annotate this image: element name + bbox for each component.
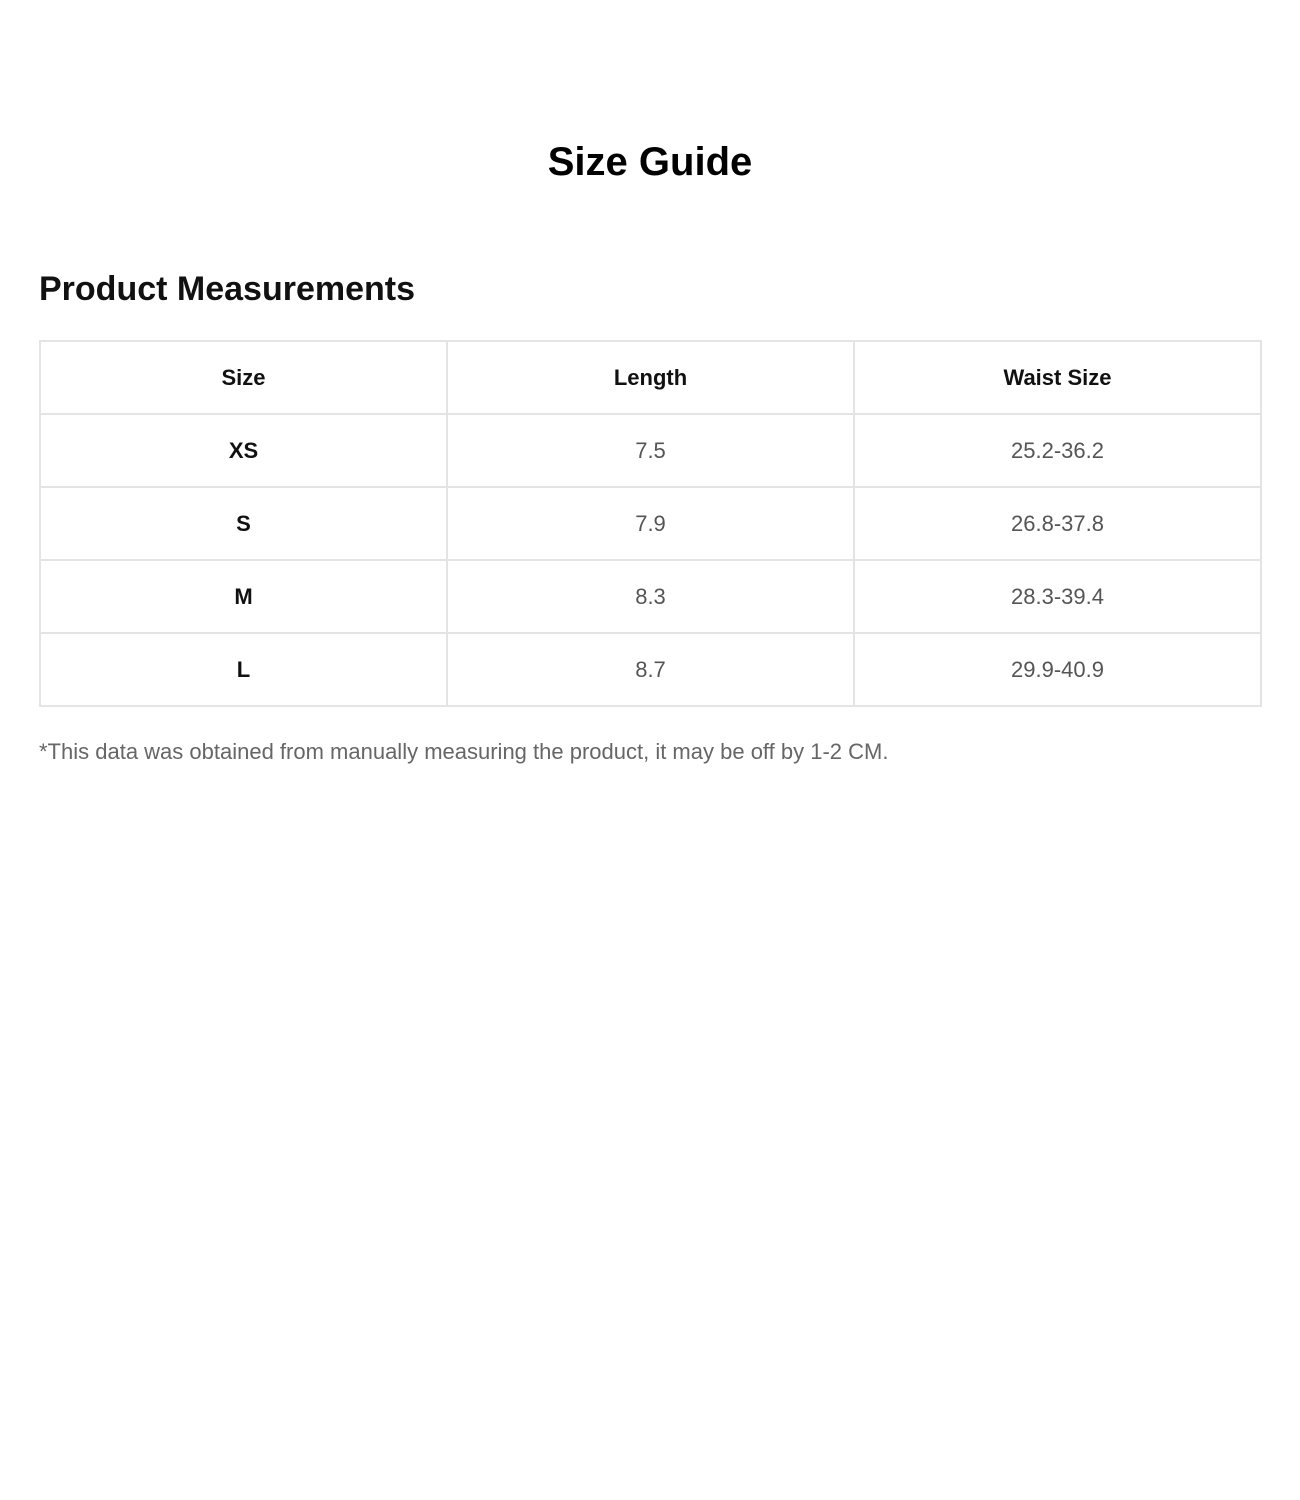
measurement-footnote: *This data was obtained from manually measuring the product, it may be off by 1-2 CM. xyxy=(39,739,889,764)
size-cell: L xyxy=(40,633,447,706)
size-cell: XS xyxy=(40,414,447,487)
waist-size-cell: 28.3-39.4 xyxy=(854,560,1261,633)
waist-size-cell: 29.9-40.9 xyxy=(854,633,1261,706)
size-table xyxy=(39,340,1262,707)
column-header-size: Size xyxy=(40,341,447,414)
size-cell: M xyxy=(40,560,447,633)
table-row xyxy=(40,633,1261,706)
column-header-waist-size: Waist Size xyxy=(854,341,1261,414)
waist-size-cell: 25.2-36.2 xyxy=(854,414,1261,487)
waist-size-cell: 26.8-37.8 xyxy=(854,487,1261,560)
table-row xyxy=(40,414,1261,487)
column-header-length: Length xyxy=(447,341,854,414)
length-cell: 7.9 xyxy=(447,487,854,560)
size-cell: S xyxy=(40,487,447,560)
table-header-row xyxy=(40,341,1261,414)
length-cell: 8.7 xyxy=(447,633,854,706)
section-heading: Product Measurements xyxy=(39,270,415,308)
table-row xyxy=(40,560,1261,633)
length-cell: 7.5 xyxy=(447,414,854,487)
length-cell: 8.3 xyxy=(447,560,854,633)
page-title: Size Guide xyxy=(547,140,753,184)
table-row xyxy=(40,487,1261,560)
